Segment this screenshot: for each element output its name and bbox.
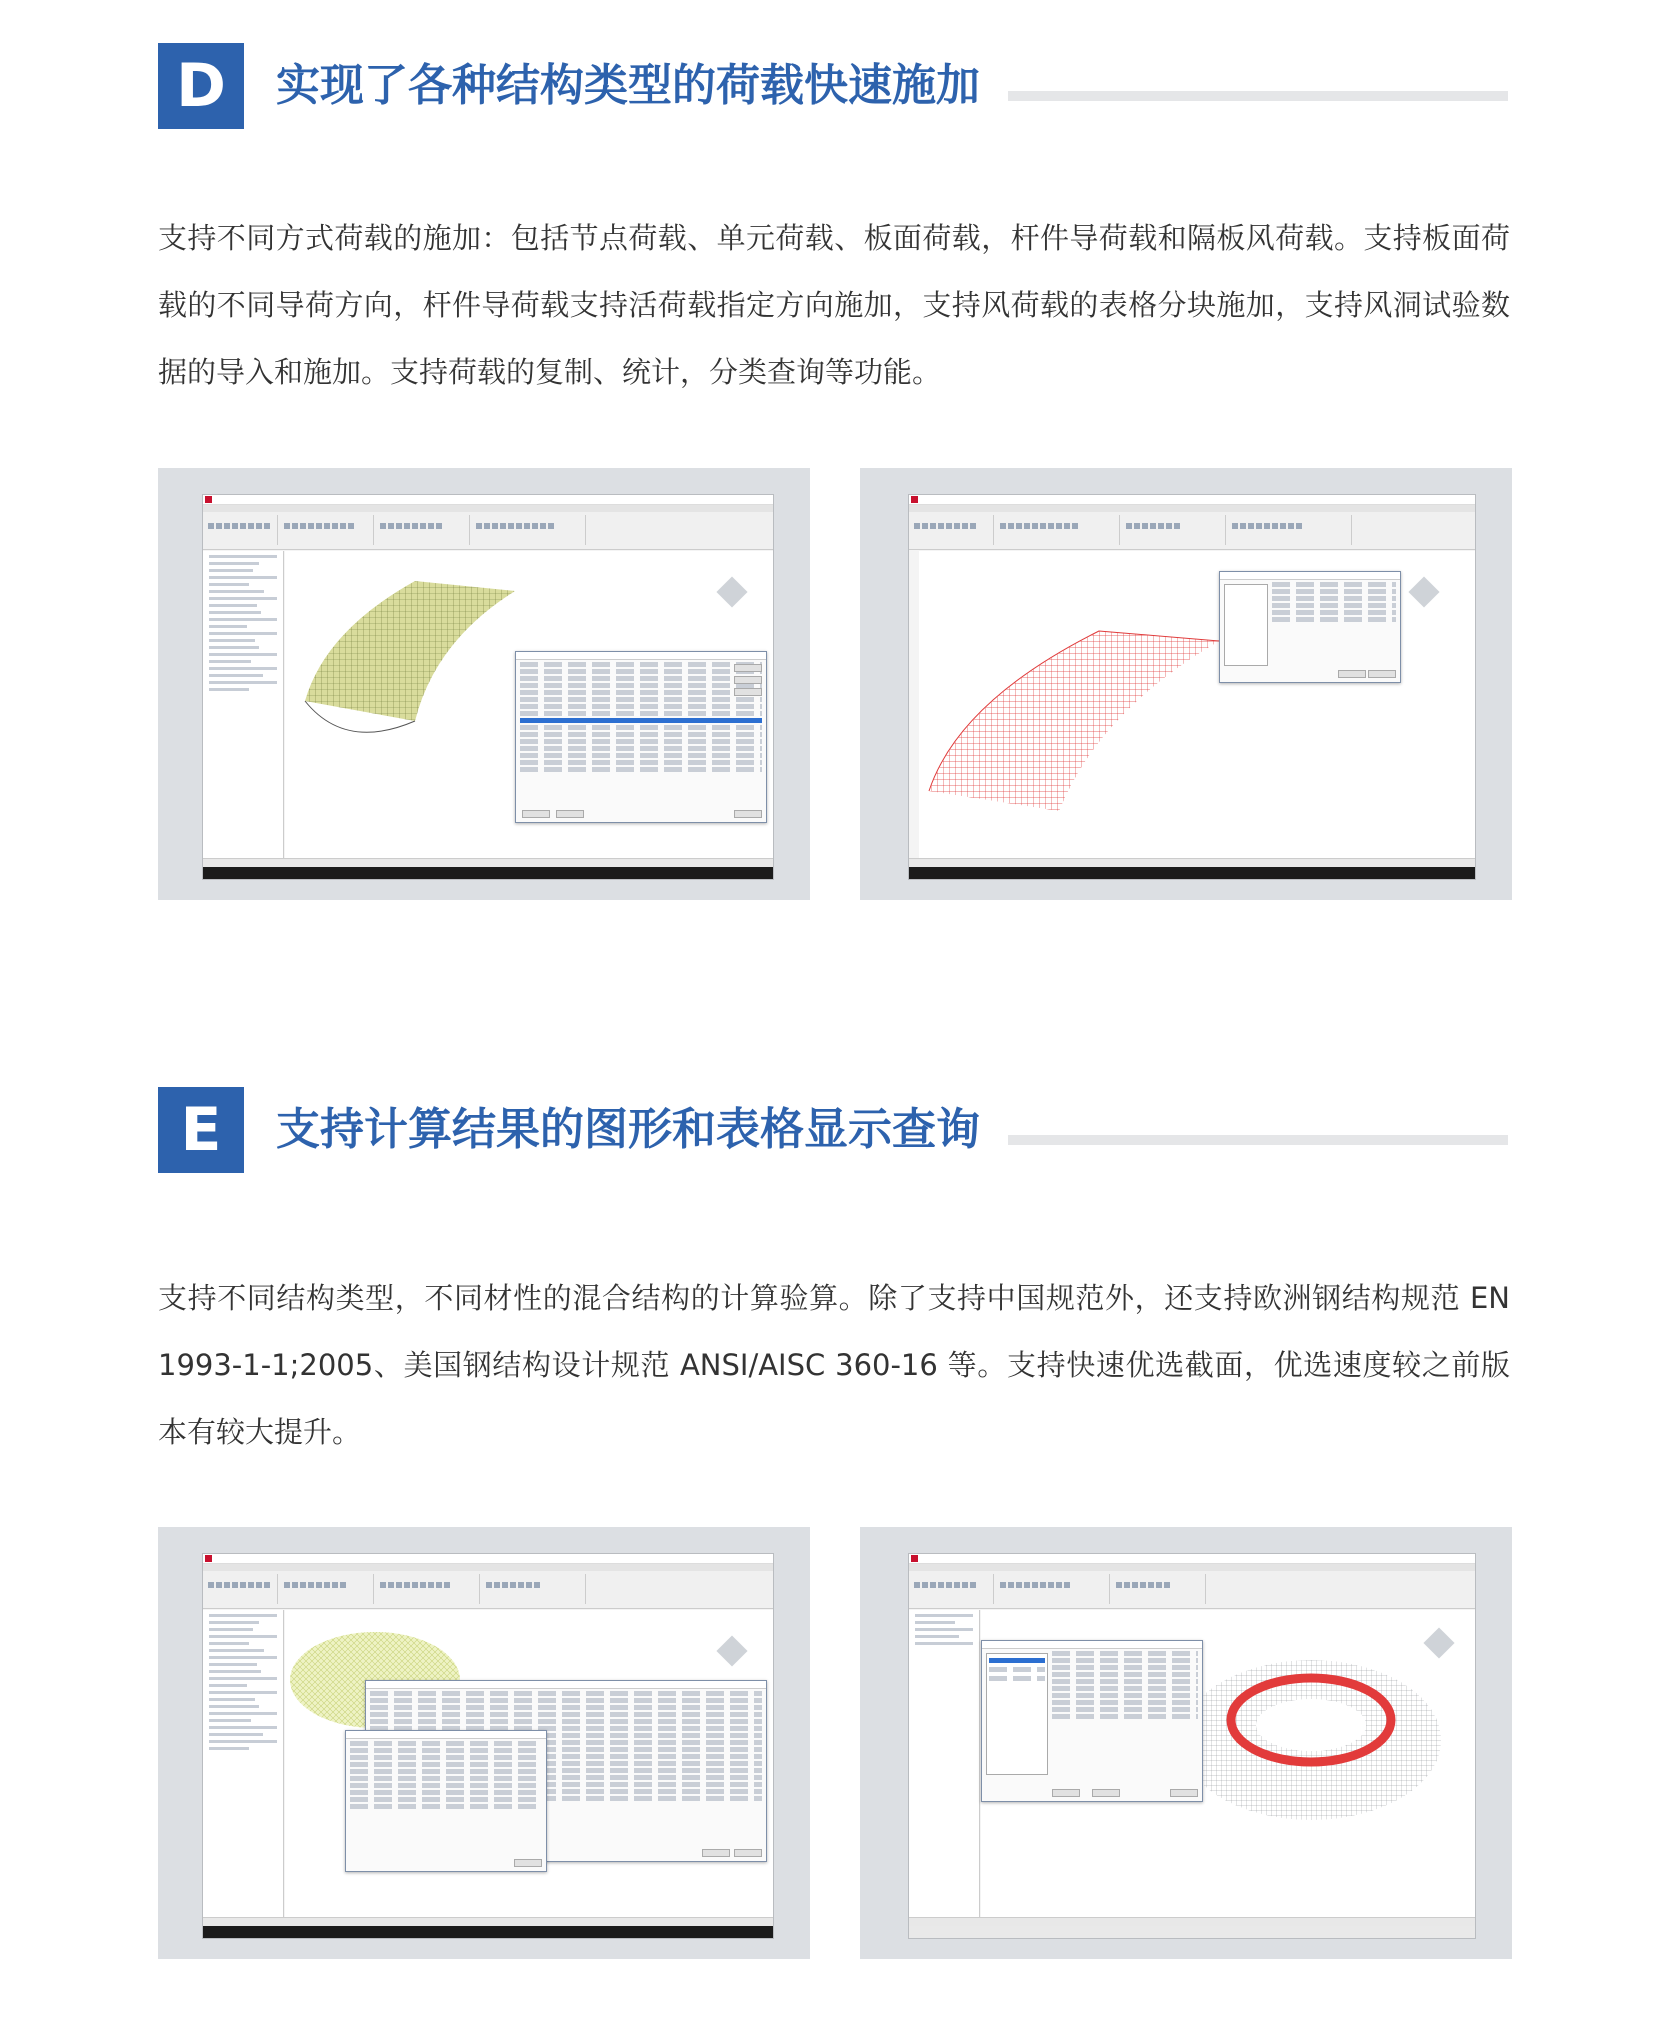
windows-taskbar (203, 867, 773, 879)
cad-window (202, 1553, 774, 1939)
section-title-d: 实现了各种结构类型的荷载快速施加 (276, 60, 980, 111)
ribbon-toolbar (203, 1564, 773, 1609)
screenshot-result-table (158, 1527, 810, 1959)
load-table-dialog[interactable] (515, 651, 767, 823)
result-query-dialog[interactable] (981, 1640, 1203, 1802)
model-tree-panel (203, 551, 284, 859)
cad-window (202, 494, 774, 880)
model-viewport (919, 551, 1475, 859)
screenshot-stadium-result (860, 1527, 1512, 1959)
windows-taskbar (909, 867, 1475, 879)
section-title-e: 支持计算结果的图形和表格显示查询 (276, 1104, 980, 1155)
model-tree-panel (203, 1610, 284, 1918)
ribbon-toolbar (909, 505, 1475, 550)
windows-taskbar (203, 1926, 773, 1938)
section-d-paragraph: 支持不同方式荷载的施加：包括节点荷载、单元荷载、板面荷载，杆件导荷载和隔板风荷载。支持板面荷载的不同导荷方向，杆件导荷载支持活荷载指定方向施加，支持风荷载的表格分块施加，支持风洞试验数据的导入和施加。支持荷载的复制、统计，分类查询等功能。 (158, 221, 1510, 389)
screenshot-wind-tunnel-import (860, 468, 1512, 900)
autocad-logo-icon (911, 1555, 918, 1562)
section-check-dialog[interactable] (345, 1730, 547, 1872)
model-viewport (285, 551, 773, 859)
header-rule (1008, 1135, 1508, 1145)
screenshot-load-table (158, 468, 810, 900)
header-rule (1008, 91, 1508, 101)
autocad-logo-icon (911, 496, 918, 503)
model-viewport (285, 1610, 773, 1918)
section-e-paragraph: 支持不同结构类型，不同材性的混合结构的计算验算。除了支持中国规范外，还支持欧洲钢结构规范 EN 1993-1-1;2005、美国钢结构设计规范 ANSI/AISC 360-16 等。支持快速优选截面，优选速度较之前版本有较大提升。 (158, 1281, 1510, 1449)
ribbon-toolbar (909, 1564, 1475, 1609)
query-panel (909, 1610, 980, 1918)
ribbon-toolbar (203, 505, 773, 550)
autocad-logo-icon (205, 496, 212, 503)
windows-taskbar (909, 1926, 1475, 1938)
section-d-header (158, 43, 1508, 129)
cad-window (908, 1553, 1476, 1939)
autocad-logo-icon (205, 1555, 212, 1562)
section-letter-e: E (158, 1087, 244, 1173)
section-e-header (158, 1087, 1508, 1173)
import-wind-data-dialog[interactable] (1219, 571, 1401, 683)
model-viewport (981, 1610, 1475, 1918)
section-letter-d: D (158, 43, 244, 129)
cad-window (908, 494, 1476, 880)
